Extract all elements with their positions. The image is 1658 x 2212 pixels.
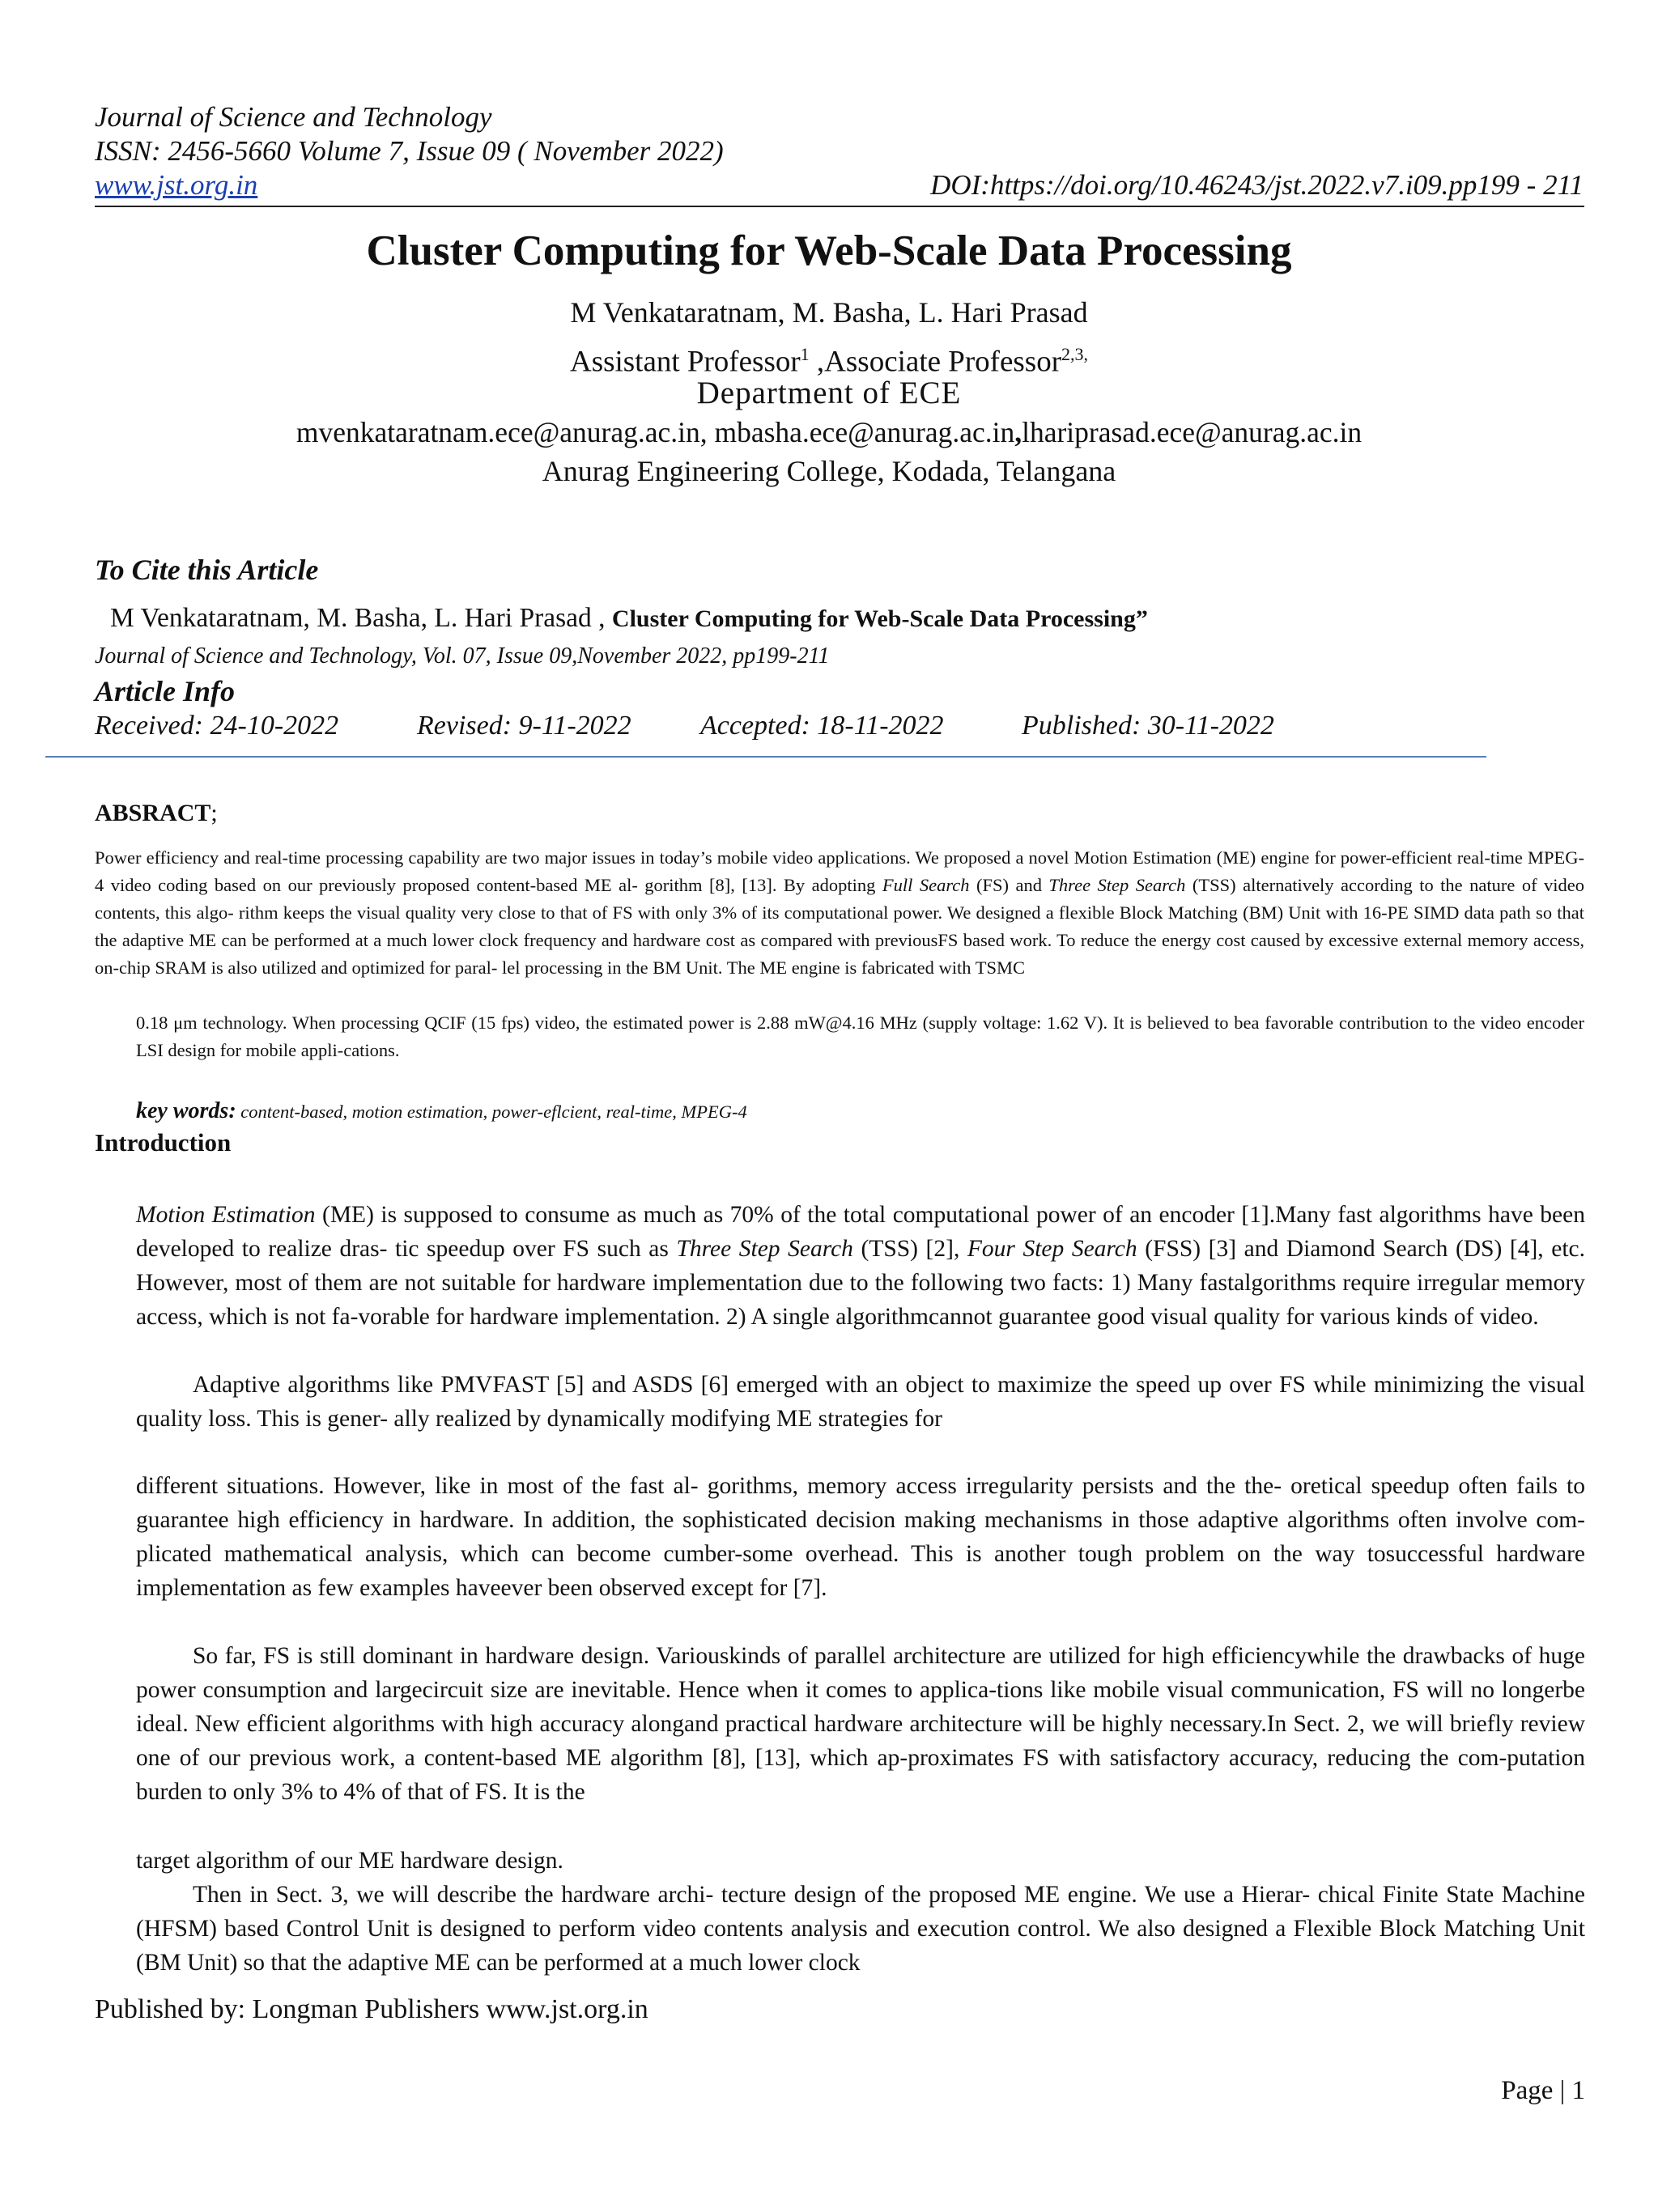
- author-emails: [0, 414, 1658, 450]
- header-rule: [95, 206, 1584, 207]
- email-separator-1: ,: [699, 416, 715, 448]
- date-accepted: Accepted: 18-11-2022: [700, 711, 944, 741]
- keywords: [136, 1097, 747, 1127]
- abstract-text-c: (TSS) alternatively according to the nature of video contents, this algo- rithm keeps the visual quality very close to that of FS with only 3% of its computational power. We designed a flexible Block Matching (BM) Unit with 16-PE SIMD data path so that the adaptive ME can be performed at a much lower clock frequency and hardware cost as compared with previousFS based work. To reduce the energy cost caused by excessive external memory access, on-chip SRAM is also utilized and optimized for paral- lel processing in the BM Unit. The ME engine is fabricated with TSMC: [95, 875, 1585, 978]
- abstract-text-a: Power efficiency and real-time processing capability are two major issues in today’s mobile video applications. We proposed a novel Motion Estimation (ME) engine for power-efficient real-time MPEG- 4 video coding based on our previously proposed content-based ME al- gorithm [8], [13]. By adopting: [95, 847, 1584, 895]
- intro-paragraph-5: target algorithm of our ME hardware design.: [136, 1848, 563, 1874]
- keywords-text: content-based, motion estimation, power-eflcient, real-time, MPEG-4: [236, 1102, 747, 1122]
- role-associate: ,Associate Professor: [809, 345, 1062, 379]
- intro-text-b: (TSS) [2],: [852, 1236, 967, 1262]
- journal-name: Journal of Science and Technology: [95, 101, 492, 133]
- cite-title: Cluster Computing for Web-Scale Data Processing”: [611, 605, 1148, 632]
- cite-heading: To Cite this Article: [95, 554, 319, 586]
- abstract-text-b: (FS) and: [969, 875, 1049, 895]
- author-names: M Venkataratnam, M. Basha, L. Hari Prasad: [570, 296, 1088, 329]
- keywords-label: key words:: [136, 1098, 236, 1123]
- department: Department of ECE: [696, 376, 962, 410]
- abstract-heading: [95, 798, 218, 829]
- article-info-rule: [45, 756, 1486, 758]
- date-published: Published: 30-11-2022: [1022, 711, 1274, 741]
- intro-motion-estimation: Motion Estimation: [136, 1202, 316, 1228]
- abstract-heading-text: ABSRACT: [95, 800, 211, 826]
- email-separator-2: ,: [1014, 416, 1022, 448]
- intro-paragraph-1: [136, 1198, 1585, 1334]
- role-assistant: Assistant Professor: [569, 345, 801, 379]
- date-received: Received: 24-10-2022: [95, 711, 339, 741]
- intro-paragraph-2: Adaptive algorithms like PMVFAST [5] and ASDS [6] emerged with an object to maximize the speed up over FS while minimizing the visual quality loss. This is gener- ally realized by dynamically modifying ME strategies for: [136, 1372, 1585, 1432]
- abstract-full-search: Full Search: [882, 875, 970, 895]
- page-number: Page | 1: [1501, 2076, 1585, 2105]
- email-2: mbasha.ece@anurag.ac.in: [714, 416, 1015, 448]
- role-sup-1: 1: [800, 344, 810, 364]
- email-1: mvenkataratnam.ece@anurag.ac.in: [295, 416, 700, 448]
- intro-paragraph-3: different situations. However, like in most of the fast al- gorithms, memory access irregularity persists and the the- oretical speedup often fails to guarantee high efficiency in hardware. In addition, the sophisticated decision making mechanisms in those adaptive algorithms often involve com- plicated mathematical analysis, which can become cumber-some overhead. This is another tough problem on the way tosuccessful hardware implementation as few examples haveever been observed except for [7].: [136, 1473, 1585, 1601]
- cite-authors: M Venkataratnam, M. Basha, L. Hari Prasad ,: [110, 603, 612, 633]
- publisher-footer: Published by: Longman Publishers www.jst.org.in: [95, 1994, 648, 2024]
- introduction-heading: Introduction: [95, 1128, 232, 1157]
- abstract-three-step-search: Three Step Search: [1048, 875, 1186, 895]
- abstract-heading-punct: ;: [210, 800, 218, 826]
- doi-line: DOI:https://doi.org/10.46243/jst.2022.v7.i09.pp199 - 211: [930, 169, 1584, 201]
- cite-reference: [110, 601, 1148, 636]
- article-info-heading: Article Info: [95, 675, 236, 707]
- affiliation: Anurag Engineering College, Kodada, Telangana: [542, 455, 1116, 487]
- abstract-paragraph-2: 0.18 μm technology. When processing QCIF (15 fps) video, the estimated power is 2.88 mW@4.16 MHz (supply voltage: 1.62 V). It is believed to bea favorable contribution to the video encoder LSI design for mobile appli-cations.: [136, 1013, 1584, 1060]
- intro-paragraph-4: So far, FS is still dominant in hardware design. Variouskinds of parallel architecture are utilized for high efficiencywhile the drawbacks of huge power consumption and largecircuit size are inevitable. Hence when it comes to applica-tions like mobile visual communication, FS will no longerbe ideal. New efficient algorithms with high accuracy alongand practical hardware architecture will be highly necessary.In Sect. 2, we will briefly review one of our previous work, a content-based ME algorithm [8], [13], which ap-proximates FS with satisfactory accuracy, reducing the com-putation burden to only 3% to 4% of that of FS. It is the: [136, 1643, 1585, 1805]
- paper-title: Cluster Computing for Web-Scale Data Processing: [366, 227, 1292, 274]
- intro-four-step-search: Four Step Search: [967, 1236, 1137, 1262]
- abstract-paragraph-1: [95, 844, 1584, 982]
- cite-journal: Journal of Science and Technology, Vol. 07, Issue 09,November 2022, pp199-211: [95, 643, 830, 669]
- author-roles: [0, 337, 1658, 380]
- intro-three-step-search: Three Step Search: [676, 1236, 853, 1262]
- role-sup-2: 2,3,: [1061, 344, 1089, 364]
- intro-text-c: (FSS) [3] and Diamond Search (DS) [4], etc. However, most of them are not suitable for hardware implementation due to the following two facts: 1) Many fastalgorithms require irregular memory access, which is not fa-vorable for hardware implementation. 2) A single algorithmcannot guarantee good visual quality for various kinds of video.: [136, 1236, 1585, 1330]
- issn-line: ISSN: 2456-5660 Volume 7, Issue 09 ( November 2022): [95, 135, 724, 167]
- journal-website-link[interactable]: www.jst.org.in: [95, 169, 258, 201]
- email-3: lhariprasad.ece@anurag.ac.in: [1022, 416, 1363, 448]
- intro-paragraph-6: Then in Sect. 3, we will describe the hardware archi- tecture design of the proposed ME engine. We use a Hierar- chical Finite State Machine (HFSM) based Control Unit is designed to perform video contents analysis and execution control. We also designed a Flexible Block Matching Unit (BM Unit) so that the adaptive ME can be performed at a much lower clock: [136, 1882, 1585, 1976]
- date-revised: Revised: 9-11-2022: [417, 711, 631, 741]
- intro-text-a: (ME) is supposed to consume as much as 70% of the total computational power of an encoder [1].Many fast algorithms have been developed to realize dras- tic speedup over FS such as: [136, 1202, 1585, 1262]
